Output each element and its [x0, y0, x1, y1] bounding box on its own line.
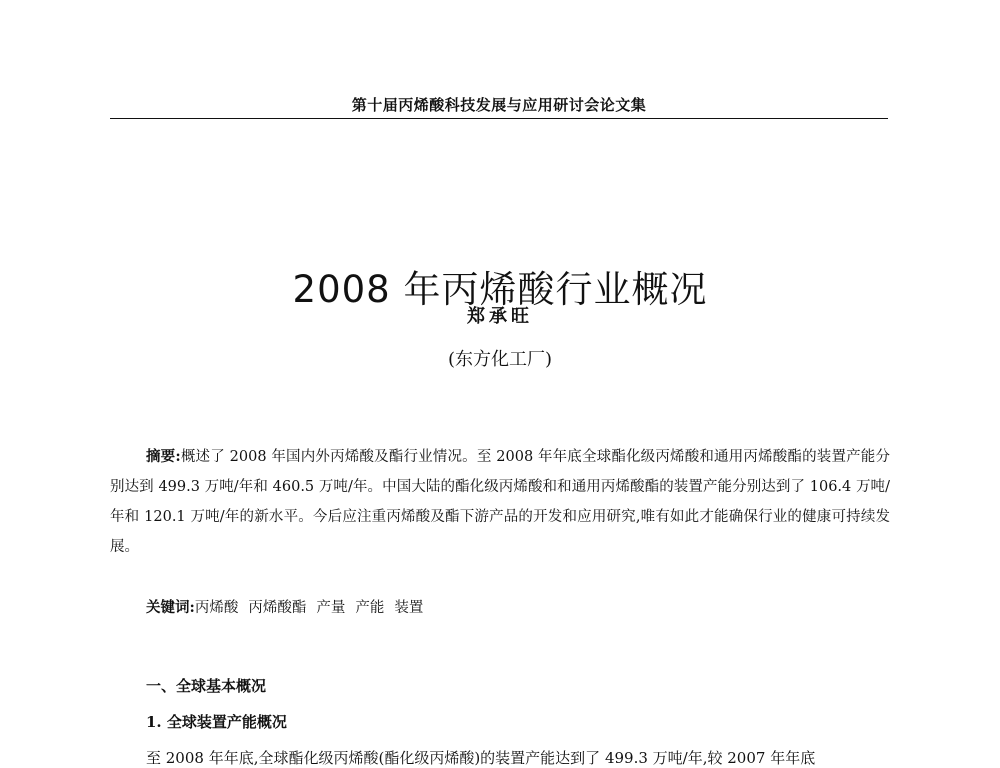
running-header: 第十届丙烯酸科技发展与应用研讨会论文集	[351, 96, 647, 114]
keyword-item: 丙烯酸酯	[248, 600, 307, 616]
keyword-item: 产能	[355, 600, 385, 616]
abstract	[110, 442, 890, 562]
keywords-label: 关键词:	[146, 599, 195, 616]
keyword-item: 装置	[394, 600, 424, 616]
subsection-heading: 1. 全球装置产能概况	[146, 713, 287, 731]
keyword-item: 丙烯酸	[194, 600, 239, 616]
author-affiliation: (东方化工厂)	[447, 349, 553, 370]
keywords	[146, 596, 433, 617]
section-heading: 一、全球基本概况	[146, 677, 267, 695]
body-paragraph: 至 2008 年年底,全球酯化级丙烯酸(酯化级丙烯酸)的装置产能达到了 499.3 万吨/年,较 2007 年年底	[146, 749, 816, 767]
abstract-label: 摘要:	[146, 448, 181, 465]
author-name: 郑承旺	[467, 306, 533, 327]
header-rule	[110, 118, 888, 119]
abstract-text: 概述了 2008 年国内外丙烯酸及酯行业情况。至 2008 年年底全球酯化级丙烯酸和通用丙烯酸酯的装置产能分别达到 499.3 万吨/年和 460.5 万吨/年。中国大陆的酯化级丙烯酸和和通用丙烯酸酯的装置产能分别达到了 106.4 万吨/年和 120.1 万吨/年的新水平。今后应注重丙烯酸及酯下游产品的开发和应用研究,唯有如此才能确保行业的健康可持续发展。	[110, 449, 890, 555]
keyword-item: 产量	[316, 600, 346, 616]
paper-title: 2008 年丙烯酸行业概况	[292, 267, 708, 311]
